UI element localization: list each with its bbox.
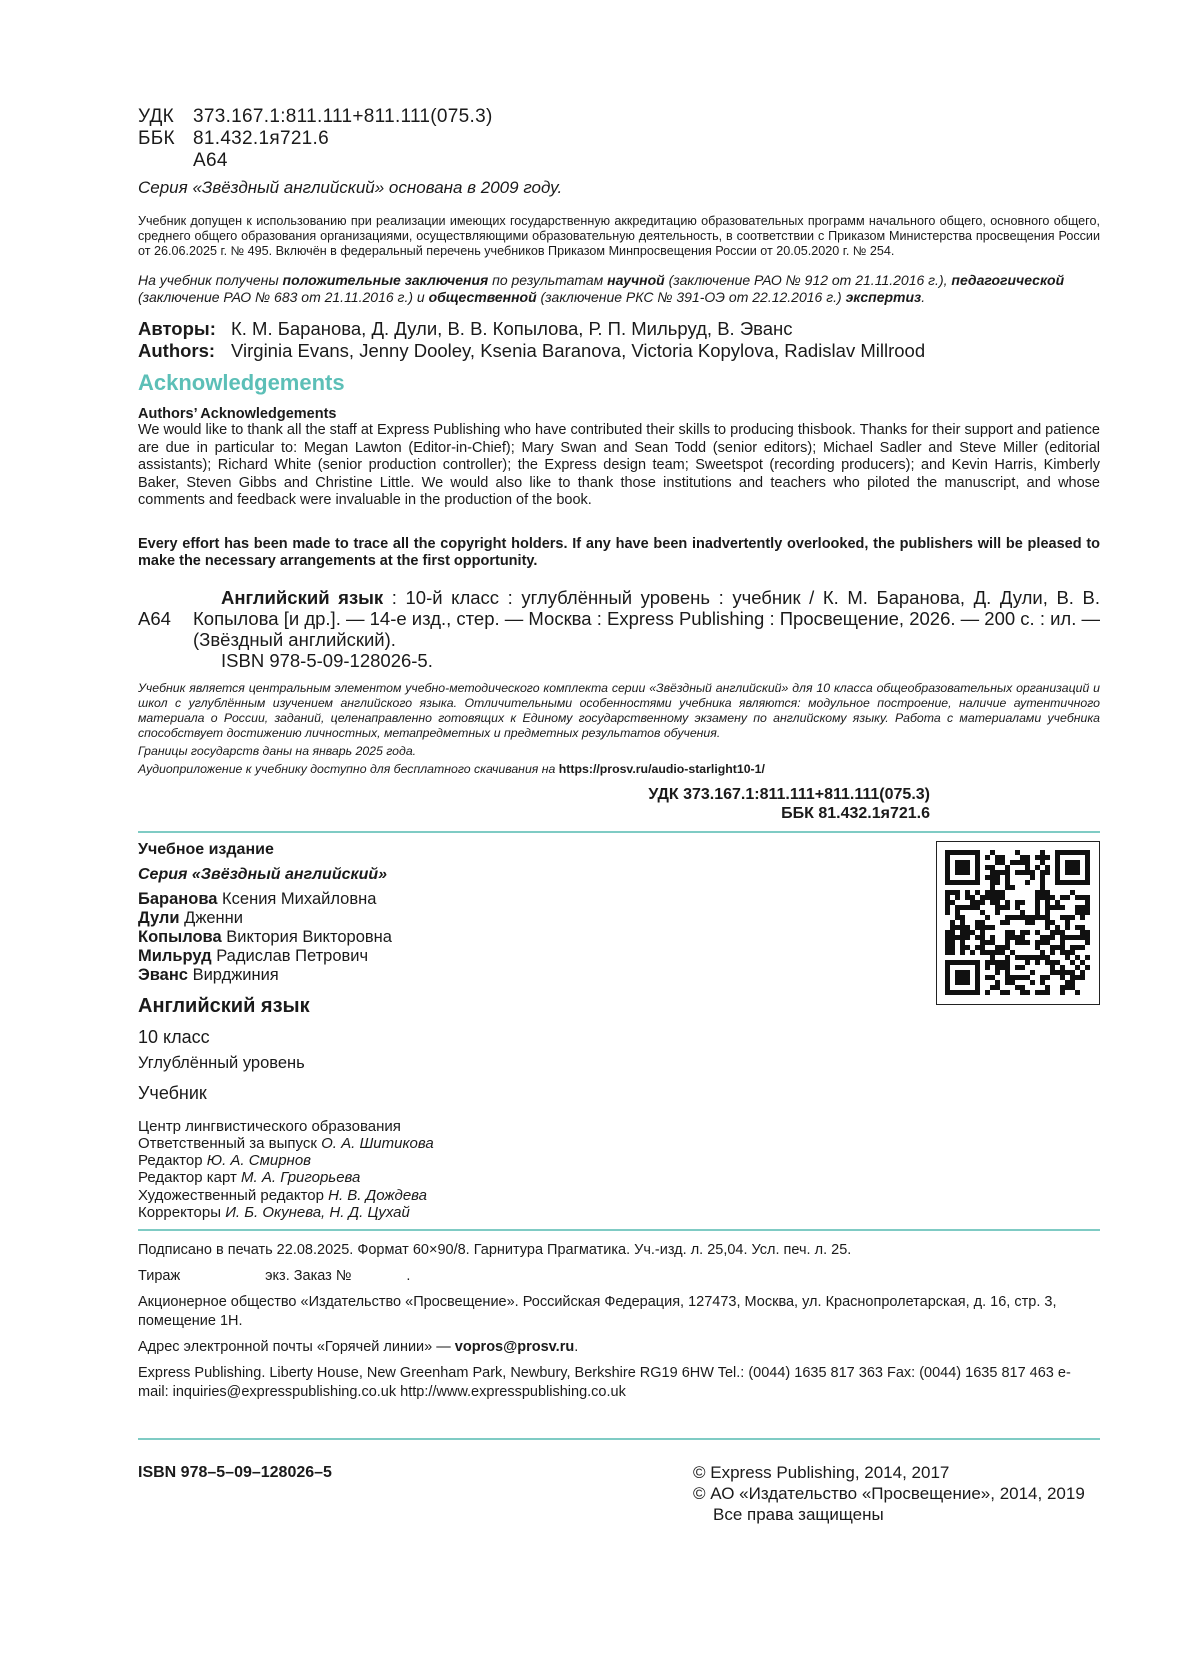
person-1: Баранова Ксения Михайловна	[138, 889, 377, 908]
approval-text: Учебник допущен к использованию при реализации имеющих государственную аккредитацию образовательных программ начального общего, основного общего, среднего общего образования организациями, осуществляющими образовательную деятельность, в соответствии с Приказом Министерства просвещения России от 26.06.2025 г. № 495. Включён в федеральный перечень учебников Приказом Минпросвещения России от 20.05.2020 г. № 254.	[138, 214, 1100, 258]
staff-line: Художественный редактор Н. В. Дождева	[138, 1186, 428, 1204]
authors-ru-names: К. М. Баранова, Д. Дули, В. В. Копылова, Р. П. Мильруд, В. Эванс	[231, 318, 793, 339]
udk-value: 373.167.1:811.111+811.111(075.3)	[193, 106, 493, 127]
footer-isbn: ISBN 978–5–09–128026–5	[138, 1464, 332, 1482]
bbk-value: 81.432.1я721.6	[193, 128, 329, 149]
book-grade: 10 класс	[138, 1026, 210, 1047]
copyright-line: © Express Publishing, 2014, 2017	[693, 1463, 950, 1483]
book-kind: Учебник	[138, 1082, 207, 1103]
edition-series: Серия «Звёздный английский»	[138, 865, 388, 883]
copyright-block	[693, 1462, 1085, 1525]
staff-line: Редактор карт М. А. Григорьева	[138, 1169, 361, 1187]
divider	[138, 1438, 1100, 1440]
person-2: Дули Дженни	[138, 908, 243, 927]
book-level: Углублённый уровень	[138, 1053, 305, 1072]
expertise-text: На учебник получены положительные заключения по результатам научной (заключение РАО № 912 от 21.11.2016 г.), педагогической (заключение РАО № 683 от 21.11.2016 г.) и общественной (заключение РКС № 391-ОЭ от 22.12.2016 г.) экспертиз.	[138, 272, 1065, 305]
person-4: Мильруд Радислав Петрович	[138, 946, 369, 965]
annotation-audio: Аудиоприложение к учебнику доступно для бесплатного скачивания на	[138, 761, 559, 776]
staff-line: Центр лингвистического образования	[138, 1117, 401, 1135]
qr-code-graphic	[937, 842, 1099, 1004]
udk-summary: УДК 373.167.1:811.111+811.111(075.3)	[648, 785, 930, 803]
catalog-code: А64	[138, 607, 171, 629]
colophon-page	[138, 106, 1100, 1538]
author-mark: А64	[193, 150, 228, 171]
catalog-description: : 10-й класс : углублённый уровень : учебник / К. М. Баранова, Д. Дули, В. В. Копылова [и др.]. — 14-е изд., стер. — Москва : Express Publishing : Просвещение, 2026. — 200 с. : ил. — (Звёздный английский).	[193, 586, 1101, 650]
express-address: Express Publishing. Liberty House, New Greenham Park, Newbury, Berkshire RG19 6HW Tel.: (0044) 1635 817 363 Fax: (0044) 1635 817 463 e-mail: inquiries@expresspublishing.co.uk http://www.expresspublishing.co.uk	[138, 1365, 1071, 1401]
imprint-block	[138, 841, 1100, 1222]
acknowledgements-text: We would like to thank all the staff at Express Publishing who have contributed their skills to producing thisbook. Thanks for their support and patience are due in particular to: Megan Lawton (Editor-in-Chief); Mary Swan and Sean Todd (senior editors); Michael Sadler and Steve Miller (editorial assistants); Richard White (senior production controller); the Express design team; Sweetspot (recording producers); and Kevin Harris, Kimberly Baker, Steven Gibbs and Christine Little. We would also like to thank those institutions and teachers who piloted the manuscript, and whose comments and feedback were invaluable in the production of the book.	[138, 422, 1100, 508]
staff-list	[138, 1118, 1100, 1222]
divider	[138, 831, 1100, 833]
publisher-address: Акционерное общество «Издательство «Просвещение». Российская Федерация, 127473, Москва, ул. Краснопролетарская, д. 16, стр. 3, помещение 1Н.	[138, 1294, 1057, 1330]
acknowledgements-title: Acknowledgements	[138, 370, 345, 395]
hotline-email: Адрес электронной почты «Горячей линии» — vopros@prosv.ru.	[138, 1339, 579, 1356]
series-note: Серия «Звёздный английский» основана в 2009 году.	[138, 178, 563, 197]
bbk-summary: ББК 81.432.1я721.6	[781, 804, 930, 822]
catalog-isbn: ISBN 978-5-09-128026-5.	[221, 649, 433, 671]
person-5: Эванс Вирджиния	[138, 965, 279, 984]
authors-en-names: Virginia Evans, Jenny Dooley, Ksenia Baranova, Victoria Kopylova, Radislav Millrood	[231, 340, 926, 361]
copyright-effort-note: Every effort has been made to trace all the copyright holders. If any have been inadvertently overlooked, the publishers will be pleased to make the necessary arrangements at the first opportunity.	[138, 535, 1100, 569]
audio-link[interactable]: https://prosv.ru/audio-starlight10-1/	[558, 761, 765, 776]
authors-en-label: Authors:	[138, 340, 216, 361]
staff-line: Ответственный за выпуск О. А. Шитикова	[138, 1134, 434, 1152]
publishing-info	[138, 1241, 1100, 1402]
library-codes	[138, 106, 1100, 172]
acknowledgements-subtitle: Authors’ Acknowledgements	[138, 406, 337, 422]
email-link[interactable]: vopros@prosv.ru	[454, 1339, 575, 1356]
annotation-main: Учебник является центральным элементом учебно-методического комплекта серии «Звёздный английский» для 10 класса общеобразовательных организаций и школ с углублённым изучением английского языка. Отличительными особенностями учебника являются: модульное построение, наличие аутентичного материала о России, заданий, целенаправленно готовящих к Единому государственному экзамену по английскому языку. Работа с материалами учебника способствует достижению личностных, метапредметных и предметных результатов обучения.	[138, 680, 1100, 740]
annotation	[138, 681, 1100, 777]
annotation-borders: Границы государств даны на январь 2025 года.	[138, 743, 417, 758]
udk-bbk-summary	[138, 785, 1100, 823]
book-title: Английский язык	[138, 994, 310, 1017]
rights-reserved: Все права защищены	[713, 1505, 884, 1525]
print-run: Тираж экз. Заказ № .	[138, 1268, 411, 1285]
divider	[138, 1229, 1100, 1231]
catalog-title: Английский язык	[221, 586, 384, 608]
staff-line: Редактор Ю. А. Смирнов	[138, 1152, 311, 1170]
person-3: Копылова Виктория Викторовна	[138, 927, 392, 946]
udk-label: УДК	[138, 106, 175, 127]
staff-line: Корректоры И. Б. Окунева, Н. Д. Цухай	[138, 1203, 410, 1221]
print-details: Подписано в печать 22.08.2025. Формат 60×90/8. Гарнитура Прагматика. Уч.-изд. л. 25,04. Усл. печ. л. 25.	[138, 1242, 852, 1259]
catalog-card	[138, 587, 1100, 671]
edition-label: Учебное издание	[138, 840, 274, 858]
authors-block	[138, 318, 1100, 362]
qr-code-icon	[936, 841, 1100, 1005]
footer	[138, 1448, 1100, 1538]
bbk-label: ББК	[138, 128, 175, 149]
copyright-line: © АО «Издательство «Просвещение», 2014, 2019	[693, 1484, 1085, 1504]
authors-ru-label: Авторы:	[138, 318, 216, 339]
